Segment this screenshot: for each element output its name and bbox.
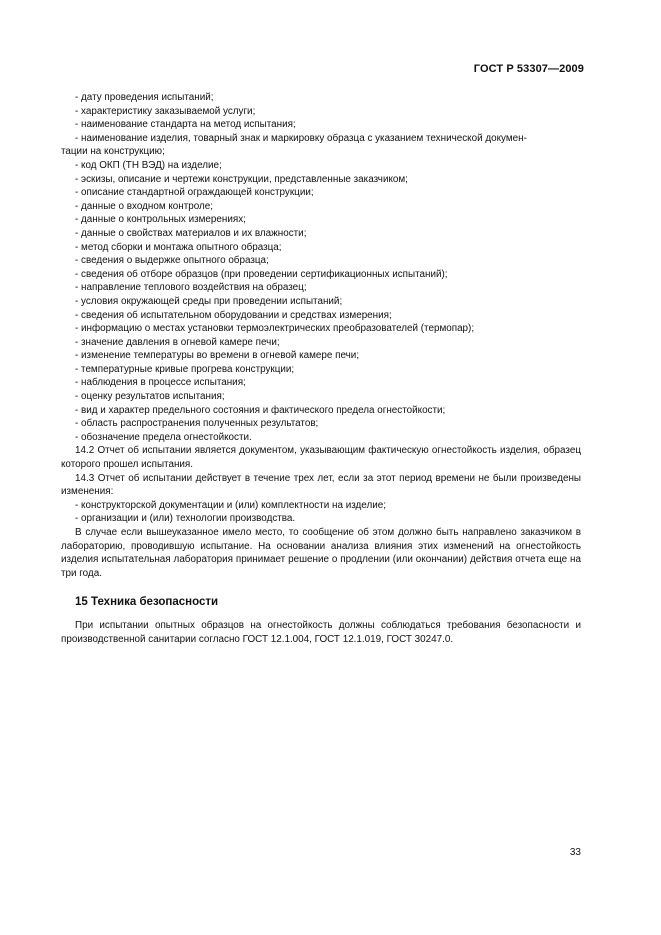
list-item: - температурные кривые прогрева конструкции; <box>75 363 295 375</box>
document-id: ГОСТ Р 53307—2009 <box>473 63 584 75</box>
list-item: - данные о контрольных измерениях; <box>75 214 246 226</box>
section-15-text: При испытании опытных образцов на огнестойкость должны соблюдаться требования безопасности и производственной санитарии согласно ГОСТ 12.1.004, ГОСТ 12.1.019, ГОСТ 30247.0. <box>61 619 581 645</box>
list-item: - данные о свойствах материалов и их влажности; <box>75 227 307 239</box>
list-item: - область распространения полученных результатов; <box>75 418 319 430</box>
changes-list <box>61 499 581 526</box>
list-item: - вид и характер предельного состояния и фактического предела огнестойкости; <box>75 404 446 416</box>
list-item: - данные о входном контроле; <box>75 200 214 212</box>
list-item: - сведения об отборе образцов (при проведении сертификационных испытаний); <box>75 268 448 280</box>
list-item: - конструкторской документации и (или) комплектности на изделие; <box>75 499 386 511</box>
list-item: - код ОКП (ТН ВЭД) на изделие; <box>75 159 222 171</box>
paragraph-14-2: 14.2 Отчет об испытании является документом, указывающим фактическую огнестойкость изделия, образец которого прошел испытания. <box>61 445 581 471</box>
list-item: - направление теплового воздействия на образец; <box>75 282 307 294</box>
list-item: - условия окружающей среды при проведении испытаний; <box>75 295 343 307</box>
list-item: - дату проведения испытаний; <box>75 92 214 103</box>
list-item: - метод сборки и монтажа опытного образца; <box>75 241 282 253</box>
list-item-continuation: тации на конструкцию; <box>61 146 165 158</box>
page-content <box>61 91 581 646</box>
list-item: - изменение температуры во времени в огневой камере печи; <box>75 350 360 362</box>
list-item: - наименование стандарта на метод испытания; <box>75 119 296 131</box>
list-item: - описание стандартной ограждающей конструкции; <box>75 187 314 199</box>
section-15-title: 15 Техника безопасности <box>75 596 219 609</box>
report-contents-list <box>61 91 581 444</box>
list-item: - эскизы, описание и чертежи конструкции, представленные заказчиком; <box>75 173 408 185</box>
list-item: - наблюдения в процессе испытания; <box>75 377 246 389</box>
paragraph-case: В случае если вышеуказанное имело место, то сообщение об этом должно быть направлено заказчиком в лабораторию, проводившую испытание. На основании анализа влияния этих изменений на огнестойкость изделия испытательная лаборатория принимает решение о продлении (или окончании) действия отчета еще на три года. <box>61 527 581 579</box>
list-item: - обозначение предела огнестойкости. <box>75 431 252 443</box>
paragraph-14-3: 14.3 Отчет об испытании действует в течение трех лет, если за этот период времени не были произведены изменения: <box>61 472 581 498</box>
list-item: - наименование изделия, товарный знак и маркировку образца с указанием технической докумен- <box>75 132 527 144</box>
list-item: - сведения об испытательном оборудовании и средствах измерения; <box>75 309 392 321</box>
list-item: - значение давления в огневой камере печи; <box>75 336 280 348</box>
list-item: - сведения о выдержке опытного образца; <box>75 255 269 267</box>
list-item: - характеристику заказываемой услуги; <box>75 105 256 117</box>
list-item: - организации и (или) технологии производства. <box>75 513 296 525</box>
page-number: 33 <box>569 847 581 858</box>
list-item: - информацию о местах установки термоэлектрических преобразователей (термопар); <box>75 323 475 335</box>
list-item: - оценку результатов испытания; <box>75 391 225 403</box>
